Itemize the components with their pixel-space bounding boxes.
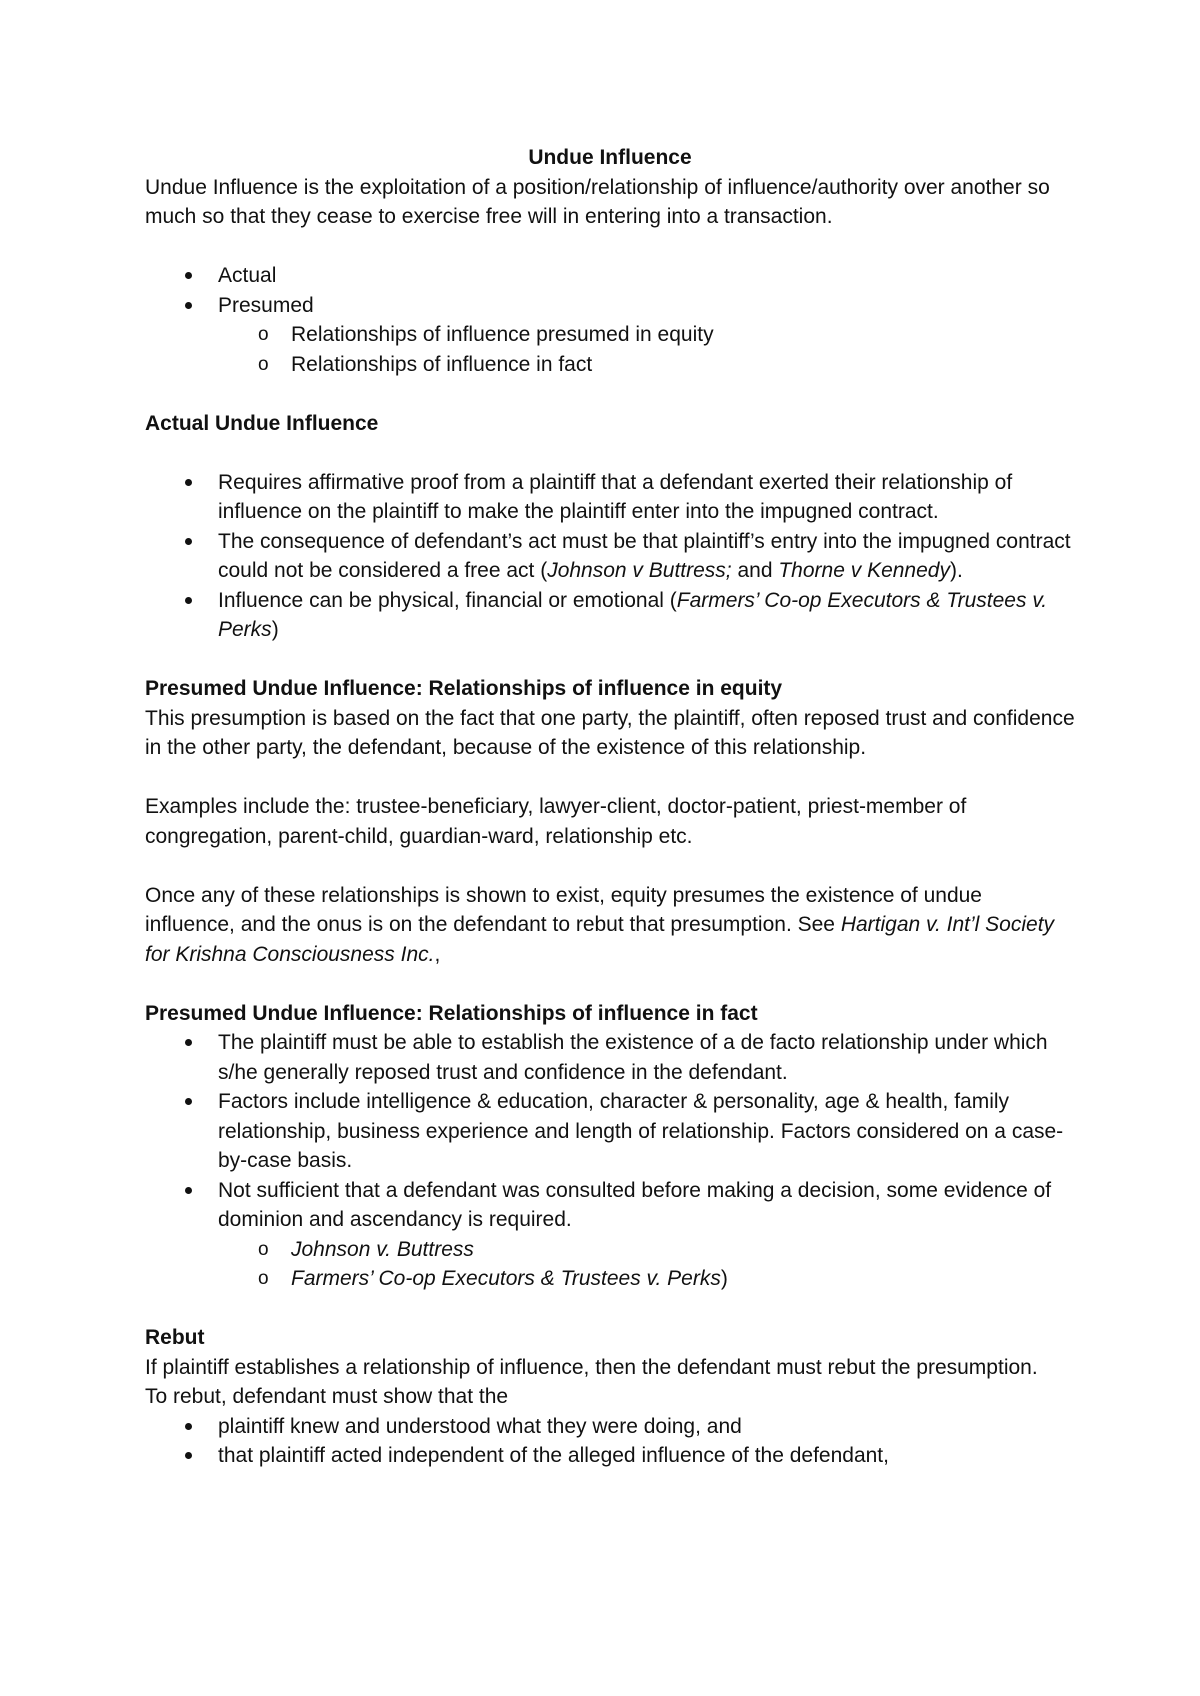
intro-paragraph: Undue Influence is the exploitation of a position/relationship of influence/authority over another so much so that they cease to exercise free will in entering into a transaction.: [145, 175, 1050, 228]
equity-paragraph-1: This presumption is based on the fact that one party, the plaintiff, often reposed trust and confidence in the other party, the defendant, because of the existence of this relationship.: [145, 706, 1075, 759]
equity-paragraph-2: Examples include the: trustee-beneficiary, lawyer-client, doctor-patient, priest-member of congregation, parent-child, guardian-ward, relationship etc.: [145, 795, 967, 848]
type-presumed: Presumed: [145, 291, 1075, 321]
fact-heading: Presumed Undue Influence: Relationships of influence in fact: [145, 1001, 758, 1025]
actual-bullet-3: Influence can be physical, financial or emotional (Farmers’ Co-op Executors & Trustees v. Perks): [145, 586, 1075, 645]
rebut-heading: Rebut: [145, 1326, 205, 1349]
type-actual: Actual: [145, 261, 1075, 291]
actual-bullet-1: Requires affirmative proof from a plaintiff that a defendant exerted their relationship of influence on the plaintiff to make the plaintiff enter into the impugned contract.: [145, 468, 1075, 527]
document-page: [145, 143, 1075, 1471]
fact-bullet-1: The plaintiff must be able to establish the existence of a de facto relationship under which s/he generally reposed trust and confidence in the defendant.: [145, 1028, 1075, 1087]
fact-case-1: o Johnson v. Buttress: [145, 1235, 1075, 1265]
fact-case-2: o Farmers’ Co-op Executors & Trustees v. Perks): [145, 1264, 1075, 1294]
actual-list: [145, 468, 1075, 645]
type-presumed-fact: o Relationships of influence in fact: [145, 350, 1075, 380]
rebut-paragraph-1: If plaintiff establishes a relationship of influence, then the defendant must rebut the presumption.: [145, 1355, 1038, 1379]
rebut-list: [145, 1412, 1075, 1471]
fact-bullet-3: Not sufficient that a defendant was consulted before making a decision, some evidence of dominion and ascendancy is required.: [145, 1176, 1075, 1235]
actual-bullet-2: The consequence of defendant’s act must be that plaintiff’s entry into the impugned contract could not be considered a free act (Johnson v Buttress; and Thorne v Kennedy).: [145, 527, 1075, 586]
equity-heading: Presumed Undue Influence: Relationships of influence in equity: [145, 677, 783, 700]
document-title: Undue Influence: [528, 146, 692, 169]
rebut-paragraph-2: To rebut, defendant must show that the: [145, 1385, 509, 1408]
rebut-bullet-1: plaintiff knew and understood what they were doing, and: [145, 1412, 1075, 1442]
types-list: [145, 261, 1075, 379]
fact-bullet-2: Factors include intelligence & education, character & personality, age & health, family relationship, business experience and length of relationship. Factors considered on a case-by-case basis.: [145, 1087, 1075, 1176]
equity-paragraph-3: Once any of these relationships is shown to exist, equity presumes the existence of undue influence, and the onus is on the defendant to rebut that presumption. See Hartigan v. Int’l Society for Krishna Consciousness Inc.,: [145, 883, 1055, 966]
type-presumed-equity: o Relationships of influence presumed in equity: [145, 320, 1075, 350]
actual-heading: Actual Undue Influence: [145, 411, 379, 435]
fact-list: [145, 1028, 1075, 1294]
rebut-bullet-2: that plaintiff acted independent of the alleged influence of the defendant,: [145, 1441, 1075, 1471]
